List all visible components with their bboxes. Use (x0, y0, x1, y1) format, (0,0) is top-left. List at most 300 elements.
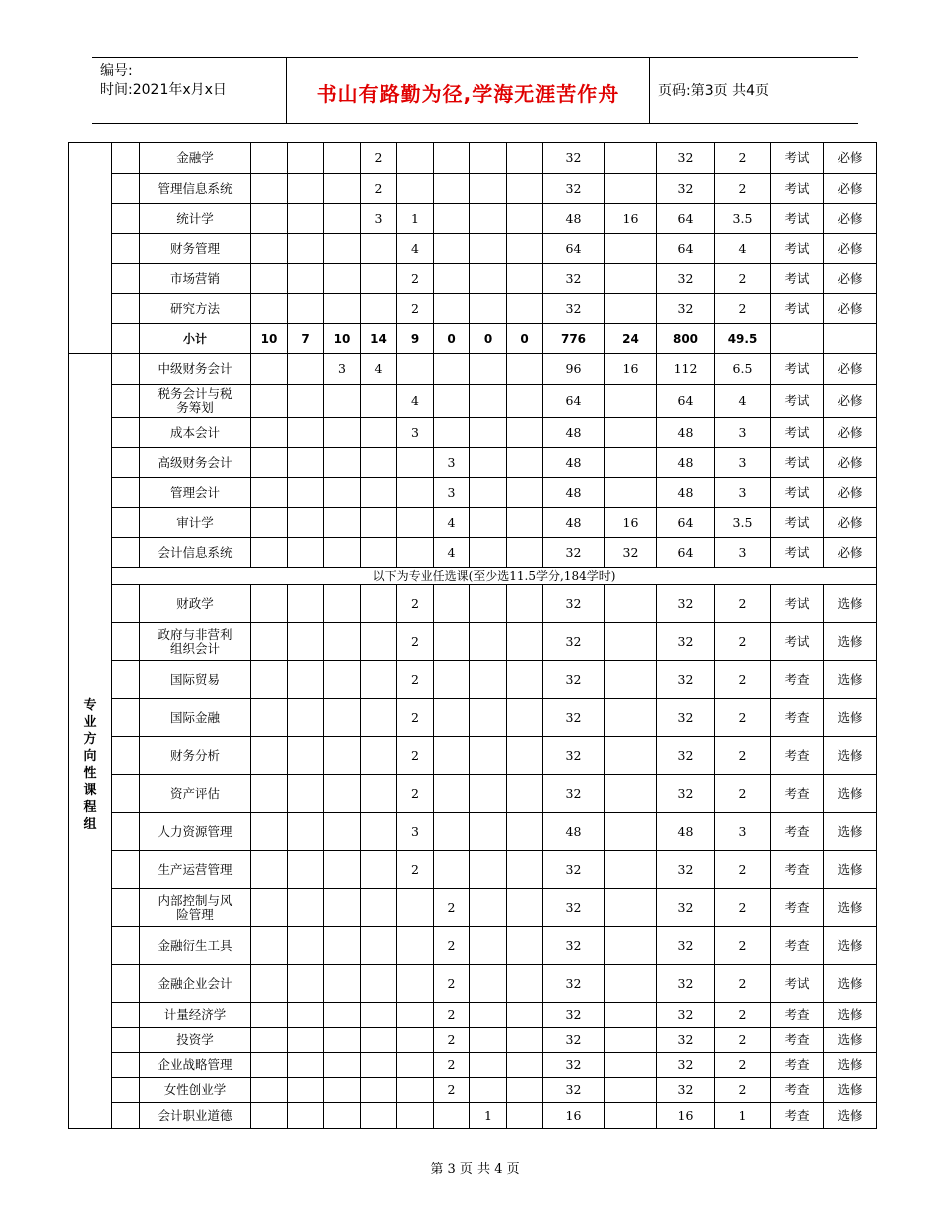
course-name-line: 政府与非营利 (157, 626, 233, 642)
s3-cell (324, 538, 361, 568)
s7-cell (470, 851, 507, 889)
s1-cell (251, 1028, 288, 1053)
s4-cell (361, 1028, 397, 1053)
s2-cell (288, 813, 324, 851)
s7-cell (470, 294, 507, 324)
credit-cell: 2 (715, 1078, 771, 1103)
course-name-line: 组织会计 (169, 640, 220, 656)
s7-cell (470, 174, 507, 204)
empty-cell (112, 204, 140, 234)
credit-cell: 2 (715, 585, 771, 623)
s4-cell (361, 385, 397, 418)
practice-cell (605, 965, 657, 1003)
s7-cell (470, 965, 507, 1003)
header-page-info: 页码:第3页 共4页 (658, 83, 769, 99)
practice-cell (605, 418, 657, 448)
s2-cell (288, 1003, 324, 1028)
s2-subtotal-cell: 7 (288, 324, 324, 354)
practice-cell (605, 585, 657, 623)
s8-cell (507, 478, 543, 508)
practice-cell (605, 448, 657, 478)
s6-cell: 3 (434, 448, 470, 478)
s4-cell (361, 1078, 397, 1103)
s5-cell (397, 354, 434, 385)
course-name-cell: 计量经济学 (140, 1003, 251, 1028)
theory-cell: 48 (543, 418, 605, 448)
s1-cell (251, 204, 288, 234)
exam-cell: 考查 (771, 1003, 824, 1028)
empty-cell (112, 1078, 140, 1103)
course-name-line: 险管理 (176, 906, 214, 922)
s1-cell (251, 448, 288, 478)
s4-cell (361, 478, 397, 508)
theory-cell: 48 (543, 448, 605, 478)
type-cell: 选修 (824, 889, 877, 927)
s3-cell (324, 775, 361, 813)
theory-cell: 32 (543, 1003, 605, 1028)
table-row (69, 1078, 877, 1103)
s3-cell (324, 143, 361, 174)
practice-cell (605, 1078, 657, 1103)
practice-cell (605, 851, 657, 889)
table-row (69, 174, 877, 204)
s6-cell: 2 (434, 1003, 470, 1028)
s1-cell (251, 775, 288, 813)
s3-cell (324, 234, 361, 264)
s7-cell (470, 661, 507, 699)
table-row (69, 775, 877, 813)
type-cell: 必修 (824, 478, 877, 508)
s5-cell: 2 (397, 623, 434, 661)
credit-cell: 2 (715, 889, 771, 927)
credit-cell: 6.5 (715, 354, 771, 385)
s2-cell (288, 851, 324, 889)
s5-cell: 1 (397, 204, 434, 234)
s5-cell: 2 (397, 775, 434, 813)
s2-cell (288, 623, 324, 661)
document-time-label: 时间:2021年x月x日 (100, 82, 227, 98)
s1-cell (251, 699, 288, 737)
credit-cell: 2 (715, 143, 771, 174)
exam-cell: 考查 (771, 889, 824, 927)
s7-cell: 1 (470, 1103, 507, 1129)
s2-cell (288, 508, 324, 538)
s4-cell (361, 264, 397, 294)
s7-cell (470, 448, 507, 478)
course-name-cell: 成本会计 (140, 418, 251, 448)
total-cell: 48 (657, 418, 715, 448)
course-name-cell: 金融衍生工具 (140, 927, 251, 965)
practice-cell (605, 889, 657, 927)
empty-cell (112, 143, 140, 174)
credit-cell: 3 (715, 448, 771, 478)
s4-cell (361, 508, 397, 538)
course-name-cell: 国际贸易 (140, 661, 251, 699)
s3-cell (324, 699, 361, 737)
total-cell: 64 (657, 204, 715, 234)
exam-cell: 考试 (771, 234, 824, 264)
s7-cell (470, 264, 507, 294)
credit-subtotal-cell: 49.5 (715, 324, 771, 354)
type-cell: 必修 (824, 143, 877, 174)
s6-cell (434, 385, 470, 418)
s1-cell (251, 234, 288, 264)
table-row (69, 264, 877, 294)
exam-cell: 考试 (771, 385, 824, 418)
exam-cell: 考试 (771, 294, 824, 324)
s6-cell (434, 264, 470, 294)
empty-cell (112, 418, 140, 448)
s7-cell (470, 385, 507, 418)
total-cell: 32 (657, 965, 715, 1003)
table-row (69, 1003, 877, 1028)
course-name-cell: 市场营销 (140, 264, 251, 294)
exam-cell: 考试 (771, 965, 824, 1003)
s8-cell (507, 204, 543, 234)
practice-cell: 16 (605, 508, 657, 538)
course-name-cell: 投资学 (140, 1028, 251, 1053)
exam-cell: 考查 (771, 775, 824, 813)
s6-cell (434, 585, 470, 623)
s5-cell: 3 (397, 418, 434, 448)
course-schedule-table (68, 142, 877, 1129)
s2-cell (288, 234, 324, 264)
theory-cell: 32 (543, 965, 605, 1003)
practice-cell (605, 234, 657, 264)
exam-cell: 考查 (771, 813, 824, 851)
total-cell: 64 (657, 508, 715, 538)
practice-cell: 16 (605, 204, 657, 234)
exam-cell: 考试 (771, 204, 824, 234)
s7-cell (470, 1003, 507, 1028)
credit-cell: 3 (715, 418, 771, 448)
table-row (69, 418, 877, 448)
s6-cell (434, 661, 470, 699)
table-row (69, 851, 877, 889)
total-cell: 32 (657, 1078, 715, 1103)
s5-cell (397, 143, 434, 174)
course-name-line: 税务会计与税 (157, 386, 233, 401)
s3-cell (324, 661, 361, 699)
s7-cell (470, 775, 507, 813)
theory-cell: 32 (543, 699, 605, 737)
s2-cell (288, 264, 324, 294)
theory-cell: 32 (543, 294, 605, 324)
type-cell: 选修 (824, 1003, 877, 1028)
empty-cell (112, 174, 140, 204)
s8-cell (507, 737, 543, 775)
theory-cell: 48 (543, 813, 605, 851)
theory-cell: 32 (543, 889, 605, 927)
s6-cell (434, 418, 470, 448)
s6-cell: 2 (434, 927, 470, 965)
s1-cell (251, 623, 288, 661)
practice-cell (605, 927, 657, 965)
theory-cell: 32 (543, 1053, 605, 1078)
empty-cell (112, 1028, 140, 1053)
credit-cell: 3 (715, 813, 771, 851)
s6-cell (434, 234, 470, 264)
s7-cell (470, 927, 507, 965)
s6-cell (434, 737, 470, 775)
s6-cell (434, 1103, 470, 1129)
s3-cell (324, 204, 361, 234)
s6-cell (434, 204, 470, 234)
s4-cell (361, 927, 397, 965)
s3-cell (324, 1103, 361, 1129)
s4-cell (361, 965, 397, 1003)
s5-cell (397, 1028, 434, 1053)
type-cell: 必修 (824, 538, 877, 568)
s6-cell (434, 775, 470, 813)
theory-cell: 96 (543, 354, 605, 385)
empty-cell (112, 1053, 140, 1078)
exam-cell: 考试 (771, 538, 824, 568)
s4-cell (361, 737, 397, 775)
s3-cell (324, 1003, 361, 1028)
s5-cell (397, 174, 434, 204)
s8-cell (507, 623, 543, 661)
practice-cell (605, 385, 657, 418)
s8-cell (507, 661, 543, 699)
s7-cell (470, 699, 507, 737)
total-cell: 64 (657, 385, 715, 418)
exam-cell: 考试 (771, 448, 824, 478)
s2-cell (288, 418, 324, 448)
s4-subtotal-cell: 14 (361, 324, 397, 354)
total-cell: 112 (657, 354, 715, 385)
s6-cell: 2 (434, 1053, 470, 1078)
s5-cell (397, 538, 434, 568)
credit-cell: 2 (715, 623, 771, 661)
s8-cell (507, 294, 543, 324)
s1-cell (251, 385, 288, 418)
credit-cell: 4 (715, 385, 771, 418)
s3-cell (324, 478, 361, 508)
practice-cell (605, 478, 657, 508)
theory-subtotal-cell: 776 (543, 324, 605, 354)
total-cell: 48 (657, 478, 715, 508)
table-row (69, 234, 877, 264)
table-row (69, 538, 877, 568)
type-cell: 选修 (824, 851, 877, 889)
exam-cell: 考试 (771, 585, 824, 623)
s6-cell: 2 (434, 889, 470, 927)
s7-cell (470, 234, 507, 264)
course-name-cell: 金融学 (140, 143, 251, 174)
table-row (69, 699, 877, 737)
s3-cell (324, 889, 361, 927)
s1-cell (251, 813, 288, 851)
course-name-cell: 财政学 (140, 585, 251, 623)
empty-cell (112, 623, 140, 661)
table-row (69, 737, 877, 775)
theory-cell: 48 (543, 478, 605, 508)
course-name-cell: 国际金融 (140, 699, 251, 737)
s6-cell: 4 (434, 508, 470, 538)
theory-cell: 64 (543, 234, 605, 264)
s5-subtotal-cell: 9 (397, 324, 434, 354)
exam-cell: 考查 (771, 1028, 824, 1053)
total-cell: 32 (657, 264, 715, 294)
s1-cell (251, 508, 288, 538)
total-cell: 64 (657, 234, 715, 264)
theory-cell: 32 (543, 1078, 605, 1103)
empty-cell (112, 699, 140, 737)
total-cell: 32 (657, 737, 715, 775)
credit-cell: 2 (715, 775, 771, 813)
exam-cell: 考试 (771, 478, 824, 508)
s4-cell (361, 851, 397, 889)
practice-cell (605, 294, 657, 324)
page-footer: 第 3 页 共 4 页 (430, 1162, 520, 1177)
s5-cell: 2 (397, 737, 434, 775)
s3-cell (324, 1053, 361, 1078)
s3-cell (324, 1028, 361, 1053)
practice-cell (605, 1103, 657, 1129)
practice-cell (605, 661, 657, 699)
s2-cell (288, 965, 324, 1003)
s1-cell (251, 294, 288, 324)
s4-cell (361, 234, 397, 264)
credit-cell: 2 (715, 851, 771, 889)
course-name-cell: 审计学 (140, 508, 251, 538)
credit-cell: 2 (715, 174, 771, 204)
subtotal-row (69, 324, 877, 354)
empty-cell (112, 1103, 140, 1129)
type-cell: 必修 (824, 204, 877, 234)
empty-cell (112, 851, 140, 889)
s8-cell (507, 813, 543, 851)
s4-cell (361, 775, 397, 813)
document-number-label: 编号: (100, 63, 133, 79)
total-cell: 64 (657, 538, 715, 568)
table-row (69, 385, 877, 418)
s3-cell (324, 927, 361, 965)
s7-cell (470, 1028, 507, 1053)
empty-cell (112, 354, 140, 385)
type-cell: 选修 (824, 585, 877, 623)
s5-cell: 2 (397, 851, 434, 889)
s8-cell (507, 927, 543, 965)
theory-cell: 32 (543, 775, 605, 813)
credit-cell: 2 (715, 294, 771, 324)
s4-cell (361, 1003, 397, 1028)
s3-cell (324, 965, 361, 1003)
credit-cell: 4 (715, 234, 771, 264)
s3-cell (324, 851, 361, 889)
s6-cell (434, 851, 470, 889)
s6-cell: 2 (434, 1028, 470, 1053)
s3-cell (324, 264, 361, 294)
theory-cell: 32 (543, 851, 605, 889)
table-row (69, 354, 877, 385)
s4-cell (361, 699, 397, 737)
s4-cell (361, 585, 397, 623)
s8-cell (507, 264, 543, 294)
type-cell: 选修 (824, 965, 877, 1003)
s2-cell (288, 204, 324, 234)
total-cell: 32 (657, 585, 715, 623)
empty-cell (771, 324, 824, 354)
s3-cell (324, 1078, 361, 1103)
course-name-cell (140, 385, 251, 418)
s3-cell (324, 385, 361, 418)
exam-cell: 考查 (771, 737, 824, 775)
empty-cell (112, 478, 140, 508)
type-cell: 必修 (824, 294, 877, 324)
empty-cell (112, 585, 140, 623)
s3-subtotal-cell: 10 (324, 324, 361, 354)
course-name-cell: 会计职业道德 (140, 1103, 251, 1129)
type-cell: 选修 (824, 1028, 877, 1053)
s6-cell (434, 354, 470, 385)
elective-note-row (69, 568, 877, 585)
practice-cell (605, 264, 657, 294)
s1-cell (251, 478, 288, 508)
s7-cell (470, 585, 507, 623)
type-cell: 选修 (824, 1078, 877, 1103)
empty-cell (112, 234, 140, 264)
credit-cell: 2 (715, 661, 771, 699)
s3-cell (324, 585, 361, 623)
empty-cell (112, 448, 140, 478)
s1-cell (251, 1053, 288, 1078)
s7-cell (470, 1078, 507, 1103)
s7-cell (470, 508, 507, 538)
s8-cell (507, 1053, 543, 1078)
s6-cell (434, 294, 470, 324)
type-cell: 必修 (824, 264, 877, 294)
s4-cell (361, 813, 397, 851)
s6-cell (434, 699, 470, 737)
s8-cell (507, 851, 543, 889)
course-name-cell: 高级财务会计 (140, 448, 251, 478)
type-cell: 选修 (824, 1053, 877, 1078)
s3-cell (324, 418, 361, 448)
s4-cell (361, 1103, 397, 1129)
empty-cell (112, 1003, 140, 1028)
practice-cell: 32 (605, 538, 657, 568)
header-motto: 书山有路勤为径,学海无涯苦作舟 (316, 82, 620, 106)
table-row (69, 813, 877, 851)
s1-cell (251, 1078, 288, 1103)
course-name-line: 务筹划 (176, 400, 214, 415)
empty-cell (824, 324, 877, 354)
s3-cell (324, 737, 361, 775)
s2-cell (288, 661, 324, 699)
s5-cell (397, 1078, 434, 1103)
course-name-cell: 生产运营管理 (140, 851, 251, 889)
s6-cell: 4 (434, 538, 470, 568)
s4-cell (361, 889, 397, 927)
type-cell: 必修 (824, 354, 877, 385)
total-cell: 32 (657, 1053, 715, 1078)
type-cell: 必修 (824, 234, 877, 264)
type-cell: 选修 (824, 927, 877, 965)
theory-cell: 48 (543, 204, 605, 234)
exam-cell: 考试 (771, 418, 824, 448)
s8-cell (507, 1003, 543, 1028)
s5-cell (397, 889, 434, 927)
table-row (69, 889, 877, 927)
table-row (69, 448, 877, 478)
course-group-label (69, 354, 112, 1129)
practice-cell (605, 143, 657, 174)
total-cell: 32 (657, 174, 715, 204)
exam-cell: 考试 (771, 354, 824, 385)
subtotal-label: 小计 (140, 324, 251, 354)
